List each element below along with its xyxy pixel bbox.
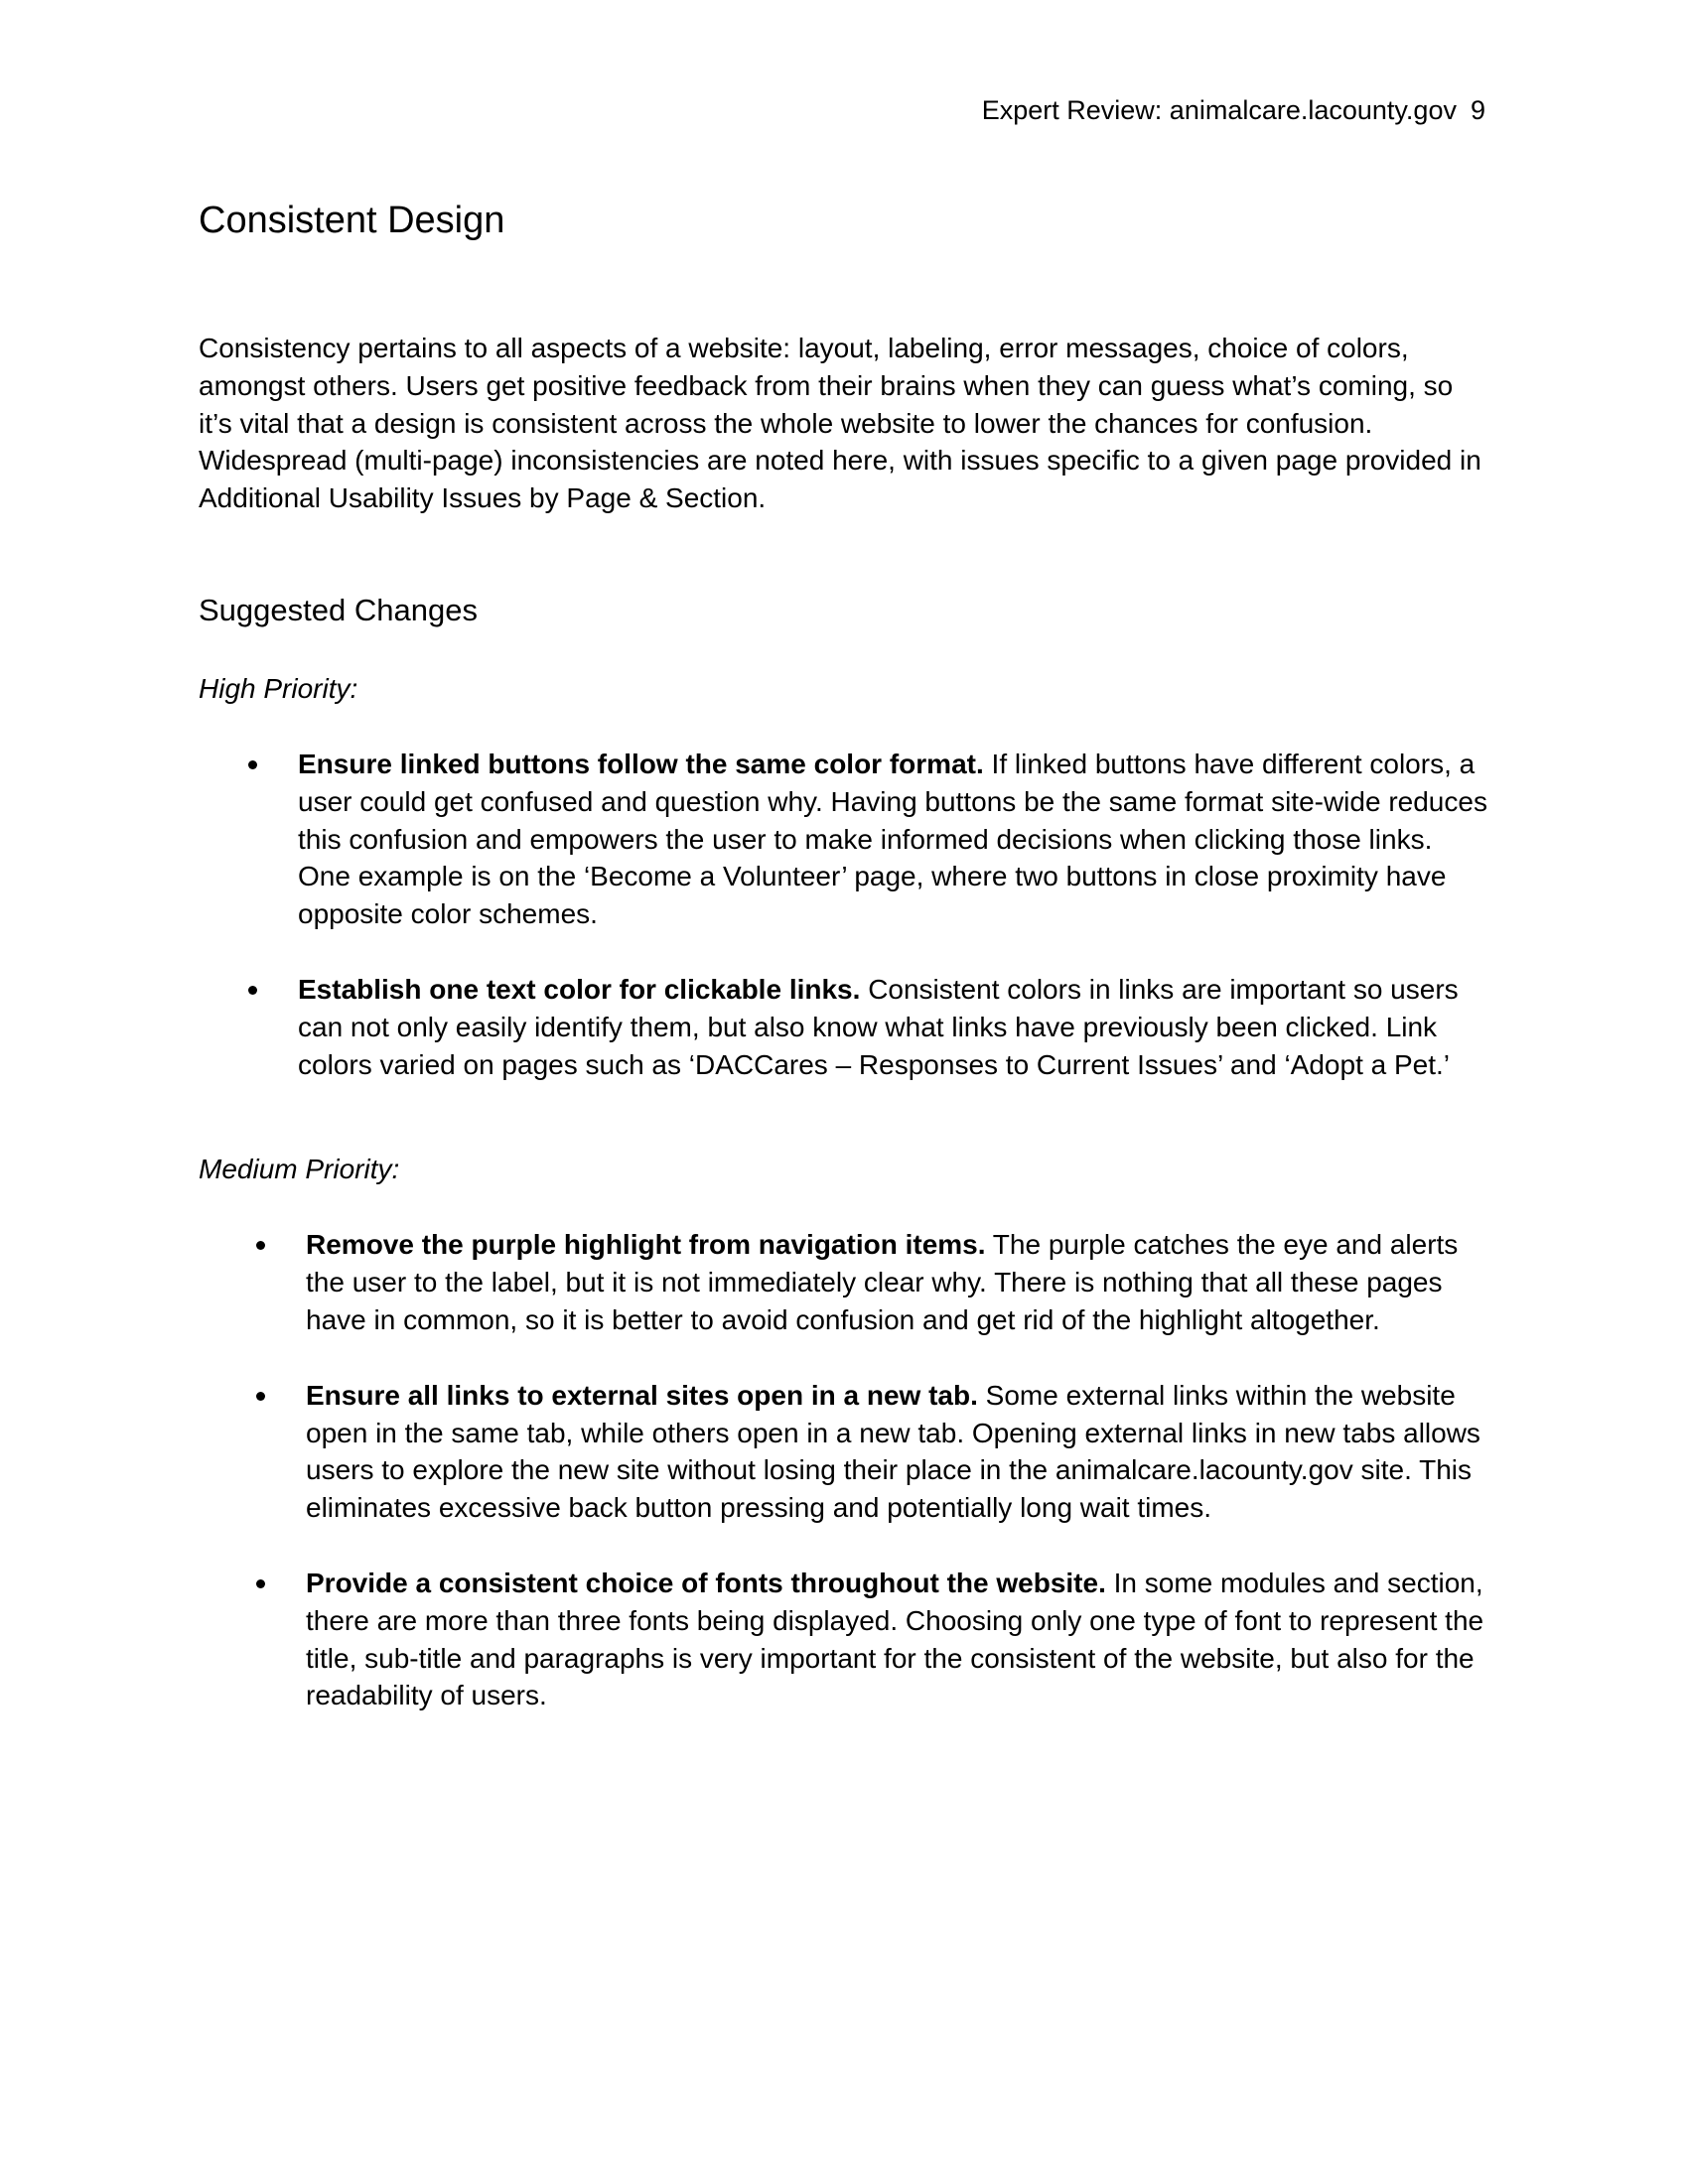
suggested-changes-heading: Suggested Changes bbox=[199, 592, 478, 627]
item-lead: Establish one text color for clickable links. bbox=[298, 973, 861, 1005]
bullet-icon bbox=[248, 760, 257, 769]
list-item bbox=[199, 971, 1489, 1083]
page-content bbox=[199, 197, 1489, 1752]
medium-priority-label: Medium Priority: bbox=[199, 1154, 400, 1185]
bullet-icon bbox=[256, 1392, 265, 1401]
list-item bbox=[199, 746, 1489, 933]
item-lead: Remove the purple highlight from navigation items. bbox=[306, 1229, 986, 1261]
bullet-icon bbox=[248, 986, 257, 995]
list-item bbox=[199, 1565, 1489, 1714]
item-lead: Ensure all links to external sites open in a new tab. bbox=[306, 1379, 978, 1411]
item-text: The purple catches the eye and alerts the user to the label, but it is not immediately clear why. There is nothing that all these pages have in common, so it is better to avoid confusion and get rid of the highlight altogether. bbox=[306, 1229, 1459, 1335]
medium-priority-list bbox=[199, 1226, 1489, 1714]
item-lead: Ensure linked buttons follow the same color format. bbox=[298, 748, 984, 779]
high-priority-label: High Priority: bbox=[199, 672, 358, 704]
page-number: 9 bbox=[1470, 95, 1485, 125]
bullet-icon bbox=[256, 1241, 265, 1250]
intro-paragraph: Consistency pertains to all aspects of a website: layout, labeling, error messages, choice of colors, amongst others. Users get positive feedback from their brains when they can guess what’s coming, so it’s vital that a design is consistent across the whole website to lower the chances for confusion. Widespread (multi-page) inconsistencies are noted here, with issues specific to a given page provided in Additional Usability Issues by Page & Section. bbox=[199, 333, 1481, 514]
item-text: Some external links within the website open in the same tab, while others open in a new tab. Opening external links in new tabs allows users to explore the new site without losing their place in the animalcare.lacounty.gov site. This eliminates excessive back button pressing and potentially long wait times. bbox=[306, 1379, 1480, 1524]
list-item bbox=[199, 1377, 1489, 1527]
high-priority-list bbox=[199, 746, 1489, 1083]
bullet-icon bbox=[256, 1579, 265, 1588]
item-text: Consistent colors in links are important so users can not only easily identify them, but also know what links have previously been clicked. Link colors varied on pages such as ‘DACCares – Responses to Current Issues’ and ‘Adopt a Pet.’ bbox=[298, 973, 1459, 1080]
section-title: Consistent Design bbox=[199, 200, 505, 241]
page-header bbox=[982, 97, 1485, 124]
running-title: Expert Review: animalcare.lacounty.gov bbox=[981, 95, 1457, 125]
item-text: In some modules and section, there are more than three fonts being displayed. Choosing only one type of font to represent the title, sub-title and paragraphs is very important for the consistent of the website, but also for the readability of users. bbox=[306, 1567, 1484, 1711]
list-item bbox=[199, 1226, 1489, 1338]
item-text: If linked buttons have different colors, a user could get confused and question why. Having buttons be the same format site-wide reduces this confusion and empowers the user to make informed decisions when clicking those links. One example is on the ‘Become a Volunteer’ page, where two buttons in close proximity have opposite color schemes. bbox=[298, 748, 1487, 930]
item-lead: Provide a consistent choice of fonts throughout the website. bbox=[306, 1567, 1106, 1598]
